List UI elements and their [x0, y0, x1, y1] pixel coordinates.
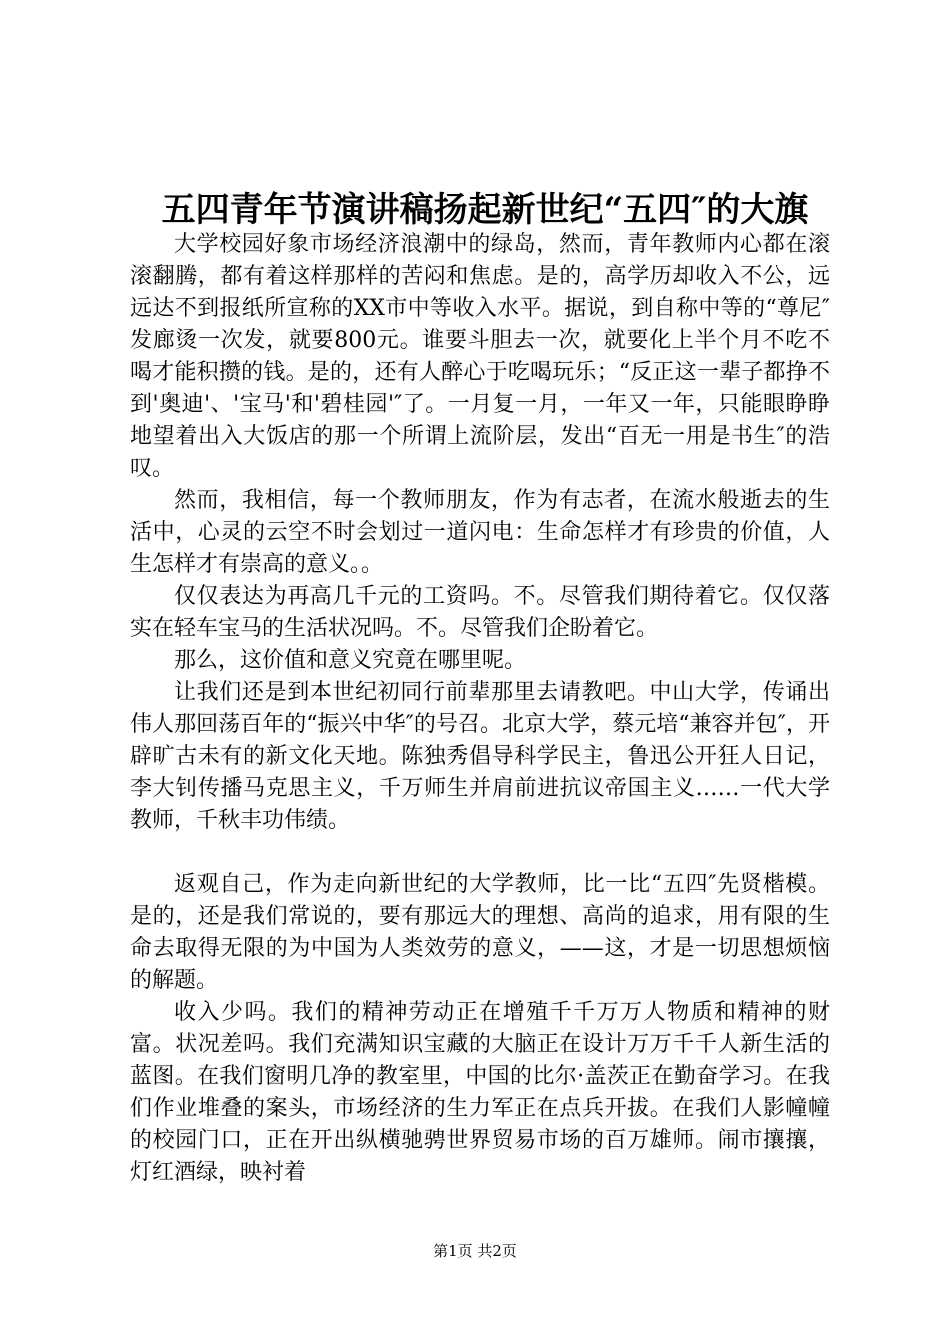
paragraph-7: 收入少吗。我们的精神劳动正在增殖千千万万人物质和精神的财富。状况差吗。我们充满知识宝藏的大脑正在设计万万千千人新生活的蓝图。在我们窗明几净的教室里，中国的比尔·盖茨正在勤奋学习。在我们作业堆叠的案头，市场经济的生力军正在点兵开拔。在我们人影幢幢的校园门口，正在开出纵横驰骋世界贸易市场的百万雄师。闹市攘攘，灯红酒绿，映衬着: [130, 1000, 830, 1185]
paragraph-3: 仅仅表达为再高几千元的工资吗。不。尽管我们期待着它。仅仅落实在轻车宝马的生活状况吗。不。尽管我们企盼着它。: [130, 584, 830, 641]
page-footer: 第1页 共2页: [433, 1242, 517, 1260]
paragraph-6: 返观自己，作为走向新世纪的大学教师，比一比“五四″先贤楷模。是的，还是我们常说的，要有那远大的理想、高尚的追求，用有限的生命去取得无限的为中国为人类效劳的意义，——这，才是一切思想烦恼的解题。: [130, 872, 830, 993]
paragraph-4: 那么，这价值和意义究竟在哪里呢。: [174, 648, 527, 673]
paragraph-2: 然而，我相信，每一个教师朋友，作为有志者，在流水般逝去的生活中，心灵的云空不时会划过一道闪电：生命怎样才有珍贵的价值，人生怎样才有崇高的意义。。: [130, 488, 830, 577]
paragraph-1: 大学校园好象市场经济浪潮中的绿岛，然而，青年教师内心都在滚滚翻腾，都有着这样那样的苦闷和焦虑。是的，高学历却收入不公，远远达不到报纸所宣称的XX市中等收入水平。据说，到自称中等的“尊尼″发廊烫一次发，就要800元。谁要斗胆去一次，就要化上半个月不吃不喝才能积攒的钱。是的，还有人醉心于吃喝玩乐；“反正这一辈子都挣不到'奥迪'、'宝马'和'碧桂园'″了。一月复一月，一年又一年，只能眼睁睁地望着出入大饭店的那一个所谓上流阶层，发出“百无一用是书生″的浩叹。: [130, 232, 830, 481]
paragraph-5: 让我们还是到本世纪初同行前辈那里去请教吧。中山大学，传诵出伟人那回荡百年的“振兴中华″的号召。北京大学，蔡元培“兼容并包″，开辟旷古未有的新文化天地。陈独秀倡导科学民主，鲁迅公开狂人日记，李大钊传播马克思主义，千万师生并肩前进抗议帝国主义……一代大学教师，千秋丰功伟绩。: [130, 680, 830, 833]
page-title: 五四青年节演讲稿扬起新世纪“五四″的大旗: [161, 190, 809, 230]
document-body: [130, 229, 830, 1189]
